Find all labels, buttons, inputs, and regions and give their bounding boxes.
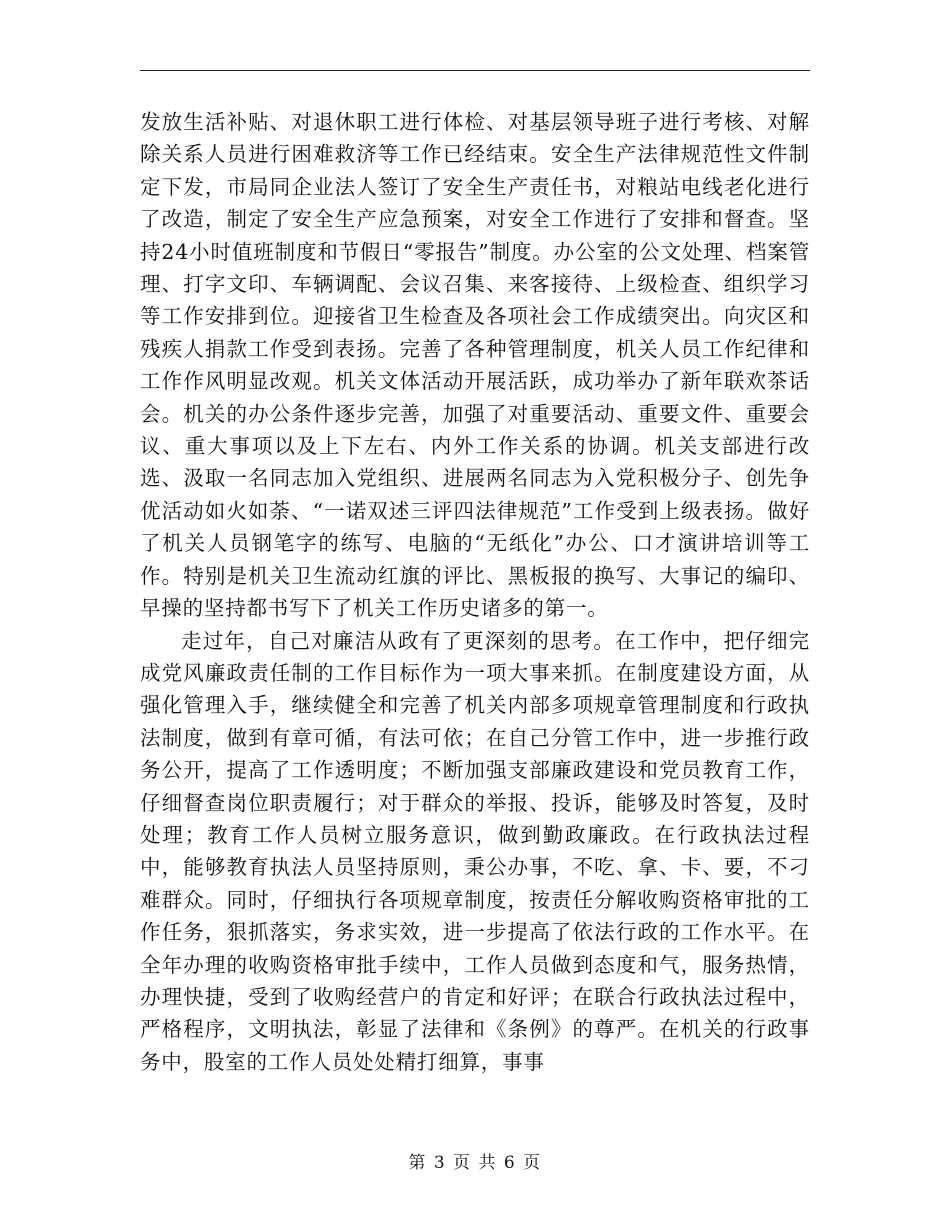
header-rule: [140, 70, 810, 71]
paragraph-1: 发放生活补贴、对退休职工进行体检、对基层领导班子进行考核、对解除关系人员进行困难救济等工作已经结束。安全生产法律规范性文件制定下发，市局同企业法人签订了安全生产责任书，对粮站电线老化进行了改造，制定了安全生产应急预案，对安全工作进行了安排和督查。坚持24小时值班制度和节假日“零报告”制度。办公室的公文处理、档案管理、打字文印、车辆调配、会议召集、来客接待、上级检查、组织学习等工作安排到位。迎接省卫生检查及各项社会工作成绩突出。向灾区和残疾人捐款工作受到表扬。完善了各种管理制度，机关人员工作纪律和工作作风明显改观。机关文体活动开展活跃，成功举办了新年联欢茶话会。机关的办公条件逐步完善，加强了对重要活动、重要文件、重要会议、重大事项以及上下左右、内外工作关系的协调。机关支部进行改选、汲取一名同志加入党组织、进展两名同志为入党积极分子、创先争优活动如火如荼、“一诺双述三评四法律规范”工作受到上级表扬。做好了机关人员钢笔字的练写、电脑的“无纸化”办公、口才演讲培训等工作。特别是机关卫生流动红旗的评比、黑板报的换写、大事记的编印、早操的坚持都书写下了机关工作历史诸多的第一。: [140, 110, 810, 621]
paragraph-2: 走过年，自己对廉洁从政有了更深刻的思考。在工作中，把仔细完成党风廉政责任制的工作目标作为一项大事来抓。在制度建设方面，从强化管理入手，继续健全和完善了机关内部多项规章管理制度和行政执法制度，做到有章可循，有法可依；在自己分管工作中，进一步推行政务公开，提高了工作透明度；不断加强支部廉政建设和党员教育工作，仔细督查岗位职责履行；对于群众的举报、投诉，能够及时答复，及时处理；教育工作人员树立服务意识，做到勤政廉政。在行政执法过程中，能够教育执法人员坚持原则，秉公办事，不吃、拿、卡、要，不刁难群众。同时，仔细执行各项规章制度，按责任分解收购资格审批的工作任务，狠抓落实，务求实效，进一步提高了依法行政的工作水平。在全年办理的收购资格审批手续中，工作人员做到态度和气，服务热情，办理快捷，受到了收购经营户的肯定和好评；在联合行政执法过程中，严格程序，文明执法，彰显了法律和《条例》的尊严。在机关的行政事务中，股室的工作人员处处精打细算，事事: [140, 628, 810, 1074]
page-number-footer: 第 3 页 共 6 页: [408, 1153, 542, 1173]
body-text: [140, 106, 810, 1078]
